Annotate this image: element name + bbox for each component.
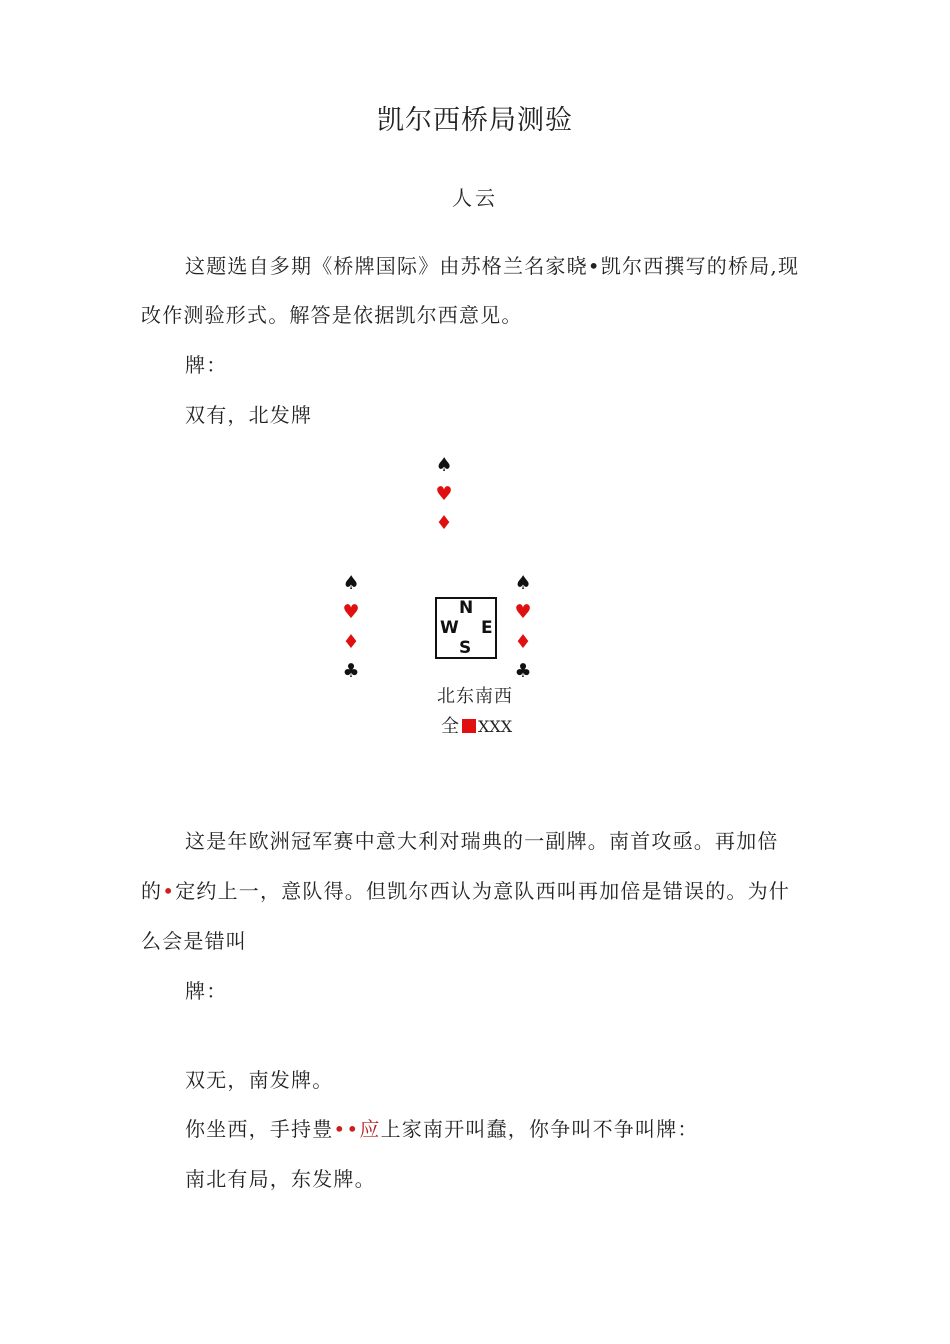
compass-north-label: N [459,598,474,618]
intro-line-1: 这题选自多期《桥牌国际》由苏格兰名家晓•凯尔西撰写的桥局,现 [185,254,800,278]
red-square-icon [462,719,476,733]
red-dot: • [162,879,176,903]
east-heart-icon: ♥ [514,601,532,623]
intro-line-2: 改作测验形式。解答是依据凯尔西意见。 [141,303,523,327]
west-spade-icon: ♠ [342,572,360,594]
red-dots: •• [333,1117,360,1141]
hand1-vulnerability: 双有，北发牌 [185,403,313,427]
ying-char: 应 [359,1117,381,1141]
west-line-rest: 上家南开叫蠢，你争叫不争叫牌： [380,1117,699,1141]
east-club-icon: ♣ [514,660,532,682]
east-spade-icon: ♠ [514,572,532,594]
story-line-2-rest: 定约上一，意队得。但凯尔西认为意队西叫再加倍是错误的。为什 [175,879,791,903]
story-line-2-start: 的 [141,879,163,903]
west-diamond-icon: ♦ [342,631,360,653]
north-spade-icon: ♠ [435,454,453,476]
story-line-1: 这是年欧洲冠军赛中意大利对瑞典的一副牌。南首攻亟。再加倍 [185,829,779,853]
hand2-vulnerability: 双无，南发牌。 [185,1068,334,1092]
hand2-label: 牌： [185,979,228,1003]
north-heart-icon: ♥ [435,483,453,505]
bid-suffix: XXX [478,717,513,736]
compass-west-label: W [440,618,459,638]
east-diamond-icon: ♦ [514,631,532,653]
compass-south-label: S [459,638,472,658]
west-club-icon: ♣ [342,660,360,682]
hand1-label: 牌： [185,353,228,377]
story-line-3: 么会是错叫 [141,929,247,953]
bidding-row [441,712,512,738]
west-heart-icon: ♥ [342,601,360,623]
bid-prefix: 全 [441,716,460,737]
north-diamond-icon: ♦ [435,512,453,534]
page-title: 凯尔西桥局测验 [377,105,573,136]
story-line-2 [141,875,790,904]
west-question-line [185,1113,699,1142]
last-line: 南北有局，东发牌。 [185,1167,376,1191]
bidding-header: 北东南西 [437,686,513,707]
compass-east-label: E [481,618,493,638]
west-line-start: 你坐西，手持豊 [185,1117,334,1141]
author-name: 人云 [452,186,498,210]
compass-box [435,597,497,659]
